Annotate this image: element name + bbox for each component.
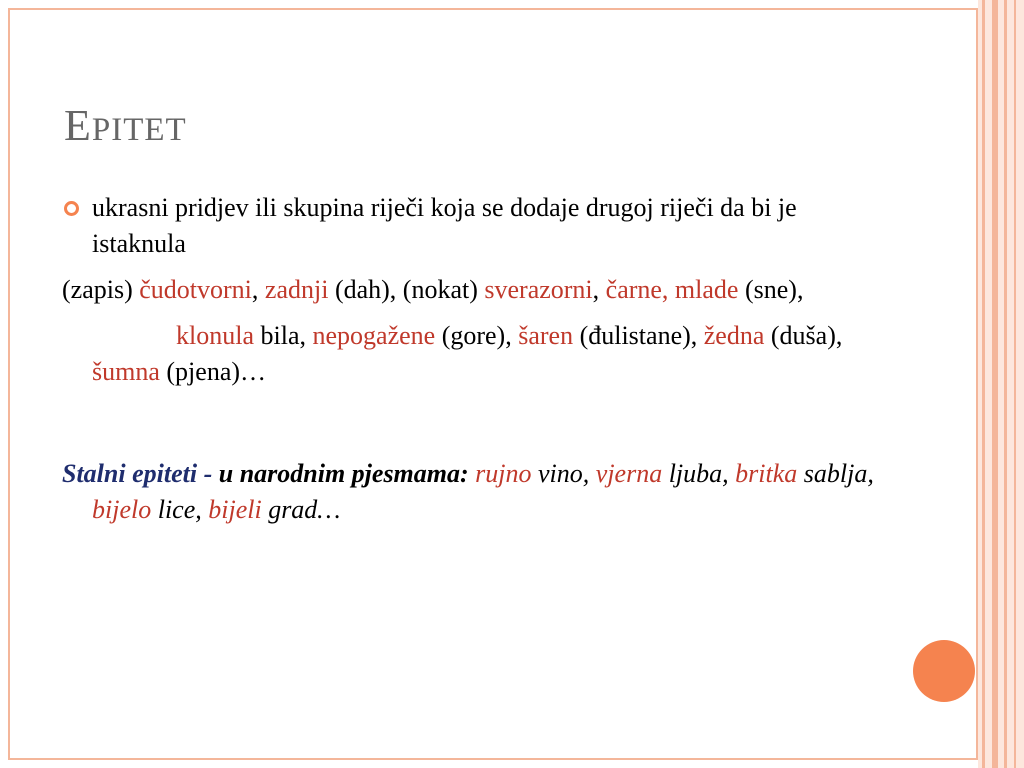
spacer <box>62 390 882 456</box>
epithet: rujno <box>475 459 532 488</box>
text-segment: (gore), <box>435 321 519 350</box>
epithet: šumna <box>92 357 160 386</box>
stripe-line <box>982 0 985 768</box>
epithet: bijeli <box>208 495 262 524</box>
decorative-stripes <box>978 0 1024 768</box>
text-segment: (đulistane), <box>573 321 704 350</box>
text-segment: , <box>592 275 606 304</box>
examples-paragraph-3 <box>62 456 882 528</box>
stalni-epiteti-heading: Stalni epiteti - <box>62 459 219 488</box>
title-initial: E <box>64 101 92 150</box>
epithet: britka <box>735 459 798 488</box>
stripe-line <box>992 0 998 768</box>
text-segment: (sne), <box>738 275 804 304</box>
text-segment: , <box>251 275 265 304</box>
epithet: šaren <box>518 321 574 350</box>
epithet: klonula <box>176 321 254 350</box>
title-rest: PITET <box>91 112 187 148</box>
text-segment: vino, <box>531 459 596 488</box>
epithet: čudotvorni <box>139 275 252 304</box>
text-segment: ljuba, <box>662 459 736 488</box>
decorative-circle <box>913 640 975 702</box>
slide-title <box>64 100 187 151</box>
text-segment: (dah), (nokat) <box>328 275 485 304</box>
epithet: vjerna <box>595 459 663 488</box>
epithet: nepogažene <box>312 321 436 350</box>
epithet: zadnji <box>264 275 329 304</box>
text-segment: (duša), <box>764 321 843 350</box>
examples-paragraph-2 <box>62 318 882 390</box>
text-segment: (zapis) <box>62 275 140 304</box>
stripe-line <box>1014 0 1016 768</box>
text-segment: grad… <box>261 495 341 524</box>
epithet: bijelo <box>92 495 152 524</box>
examples-paragraph-1 <box>62 272 882 308</box>
bullet-item <box>62 190 882 262</box>
slide-content <box>62 190 882 538</box>
bullet-text: ukrasni pridjev ili skupina riječi koja se dodaje drugoj riječi da bi je istaknula <box>92 193 797 258</box>
epithet: sverazorni <box>484 275 593 304</box>
text-segment: (pjena)… <box>159 357 267 386</box>
stripe-line <box>1004 0 1007 768</box>
text-segment: lice, <box>151 495 209 524</box>
epithet: žedna <box>703 321 765 350</box>
text-segment: sablja, <box>797 459 874 488</box>
bullet-ring-icon <box>64 201 79 216</box>
epithet: čarne, mlade <box>605 275 739 304</box>
text-segment: bila, <box>254 321 313 350</box>
narodne-pjesme-label: u narodnim pjesmama: <box>218 459 469 488</box>
